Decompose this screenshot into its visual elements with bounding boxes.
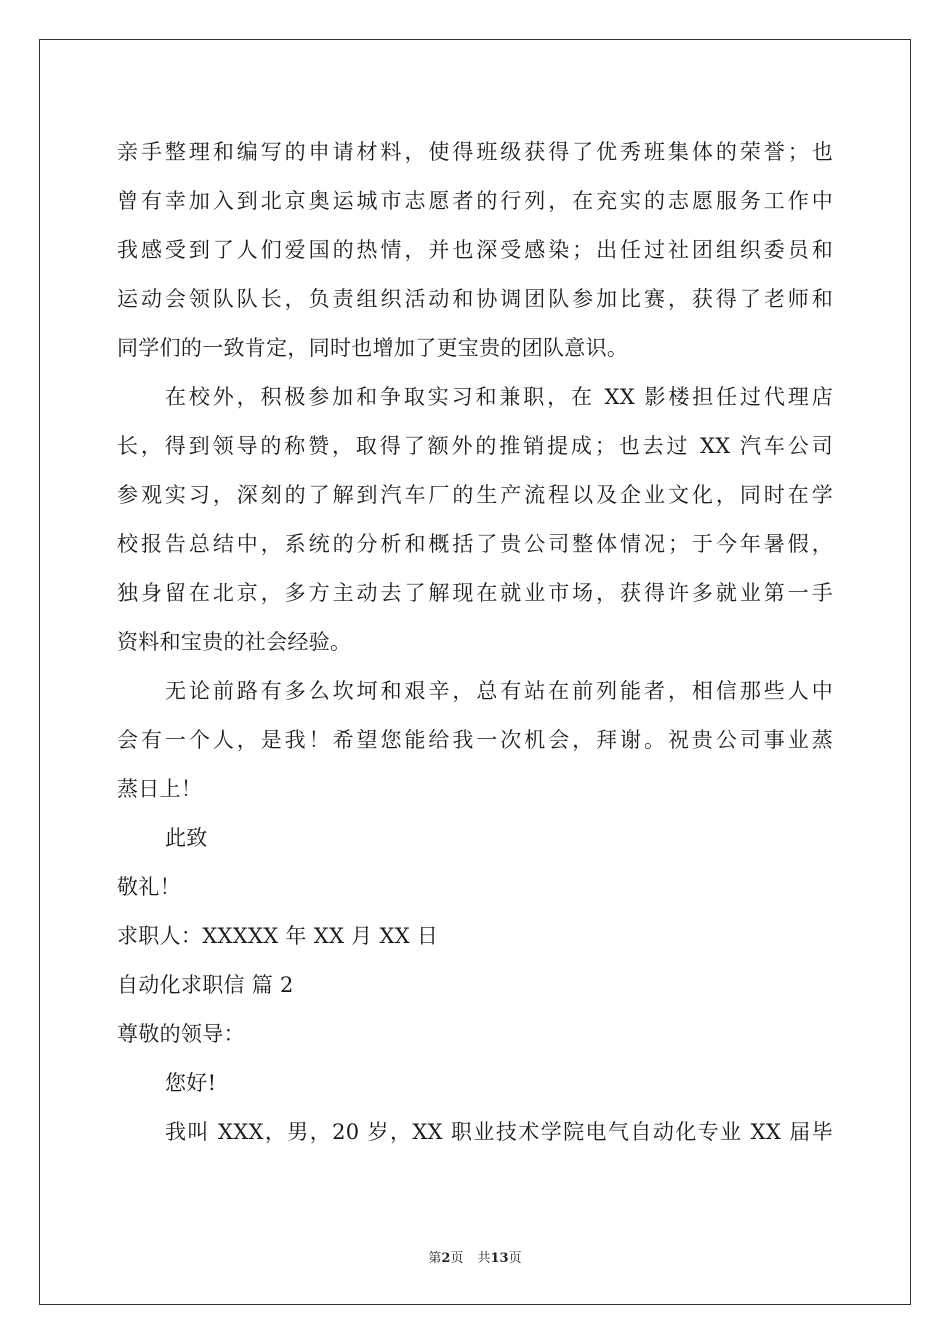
paragraph-start-line: 我叫 XXX，男，20 岁，XX 职业技术学院电气自动化专业 XX 届毕 <box>165 1120 833 1144</box>
body-line: 校报告总结中，系统的分析和概括了贵公司整体情况；于今年暑假， <box>117 532 833 556</box>
page-footer <box>0 1247 950 1266</box>
footer-prefix: 第 <box>428 1251 442 1266</box>
body-line: 我感受到了人们爱国的热情，并也深受感染；出任过社团组织委员和 <box>117 238 833 262</box>
body-line: 参观实习，深刻的了解到汽车厂的生产流程以及企业文化，同时在学 <box>117 483 833 507</box>
body-line: 长，得到领导的称赞，取得了额外的推销提成；也去过 XX 汽车公司 <box>117 434 833 458</box>
paragraph-start-line: 无论前路有多么坎坷和艰辛，总有站在前列能者，相信那些人中 <box>165 679 833 703</box>
current-page-number: 2 <box>441 1251 451 1266</box>
body-line: 资料和宝贵的社会经验。 <box>117 630 352 654</box>
footer-page-unit: 页 <box>450 1251 464 1266</box>
body-line: 曾有幸加入到北京奥运城市志愿者的行列，在充实的志愿服务工作中 <box>117 189 833 213</box>
body-line: 亲手整理和编写的申请材料，使得班级获得了优秀班集体的荣誉；也 <box>117 140 833 164</box>
salutation-line: 敬礼！ <box>117 875 181 899</box>
footer-total-prefix: 共 <box>477 1251 491 1266</box>
signature-line: 求职人：XXXXX 年 XX 月 XX 日 <box>117 924 439 948</box>
body-line: 同学们的一致肯定，同时也增加了更宝贵的团队意识。 <box>117 336 629 360</box>
letter-body <box>117 128 833 1157</box>
total-pages-number: 13 <box>490 1251 509 1266</box>
body-line: 运动会领队队长，负责组织活动和协调团队参加比赛，获得了老师和 <box>117 287 833 311</box>
closing-line: 此致 <box>165 826 208 850</box>
greeting-line: 您好! <box>165 1071 217 1095</box>
paragraph-start-line: 在校外，积极参加和争取实习和兼职，在 XX 影楼担任过代理店 <box>165 385 833 409</box>
body-line: 独身留在北京，多方主动去了解现在就业市场，获得许多就业第一手 <box>117 581 833 605</box>
footer-total-unit: 页 <box>508 1251 522 1266</box>
body-line: 会有一个人，是我！希望您能给我一次机会，拜谢。祝贵公司事业蒸 <box>117 728 833 752</box>
section-heading: 自动化求职信 篇 2 <box>117 973 294 997</box>
greeting-line: 尊敬的领导： <box>117 1022 245 1046</box>
body-line: 蒸日上！ <box>117 777 203 801</box>
